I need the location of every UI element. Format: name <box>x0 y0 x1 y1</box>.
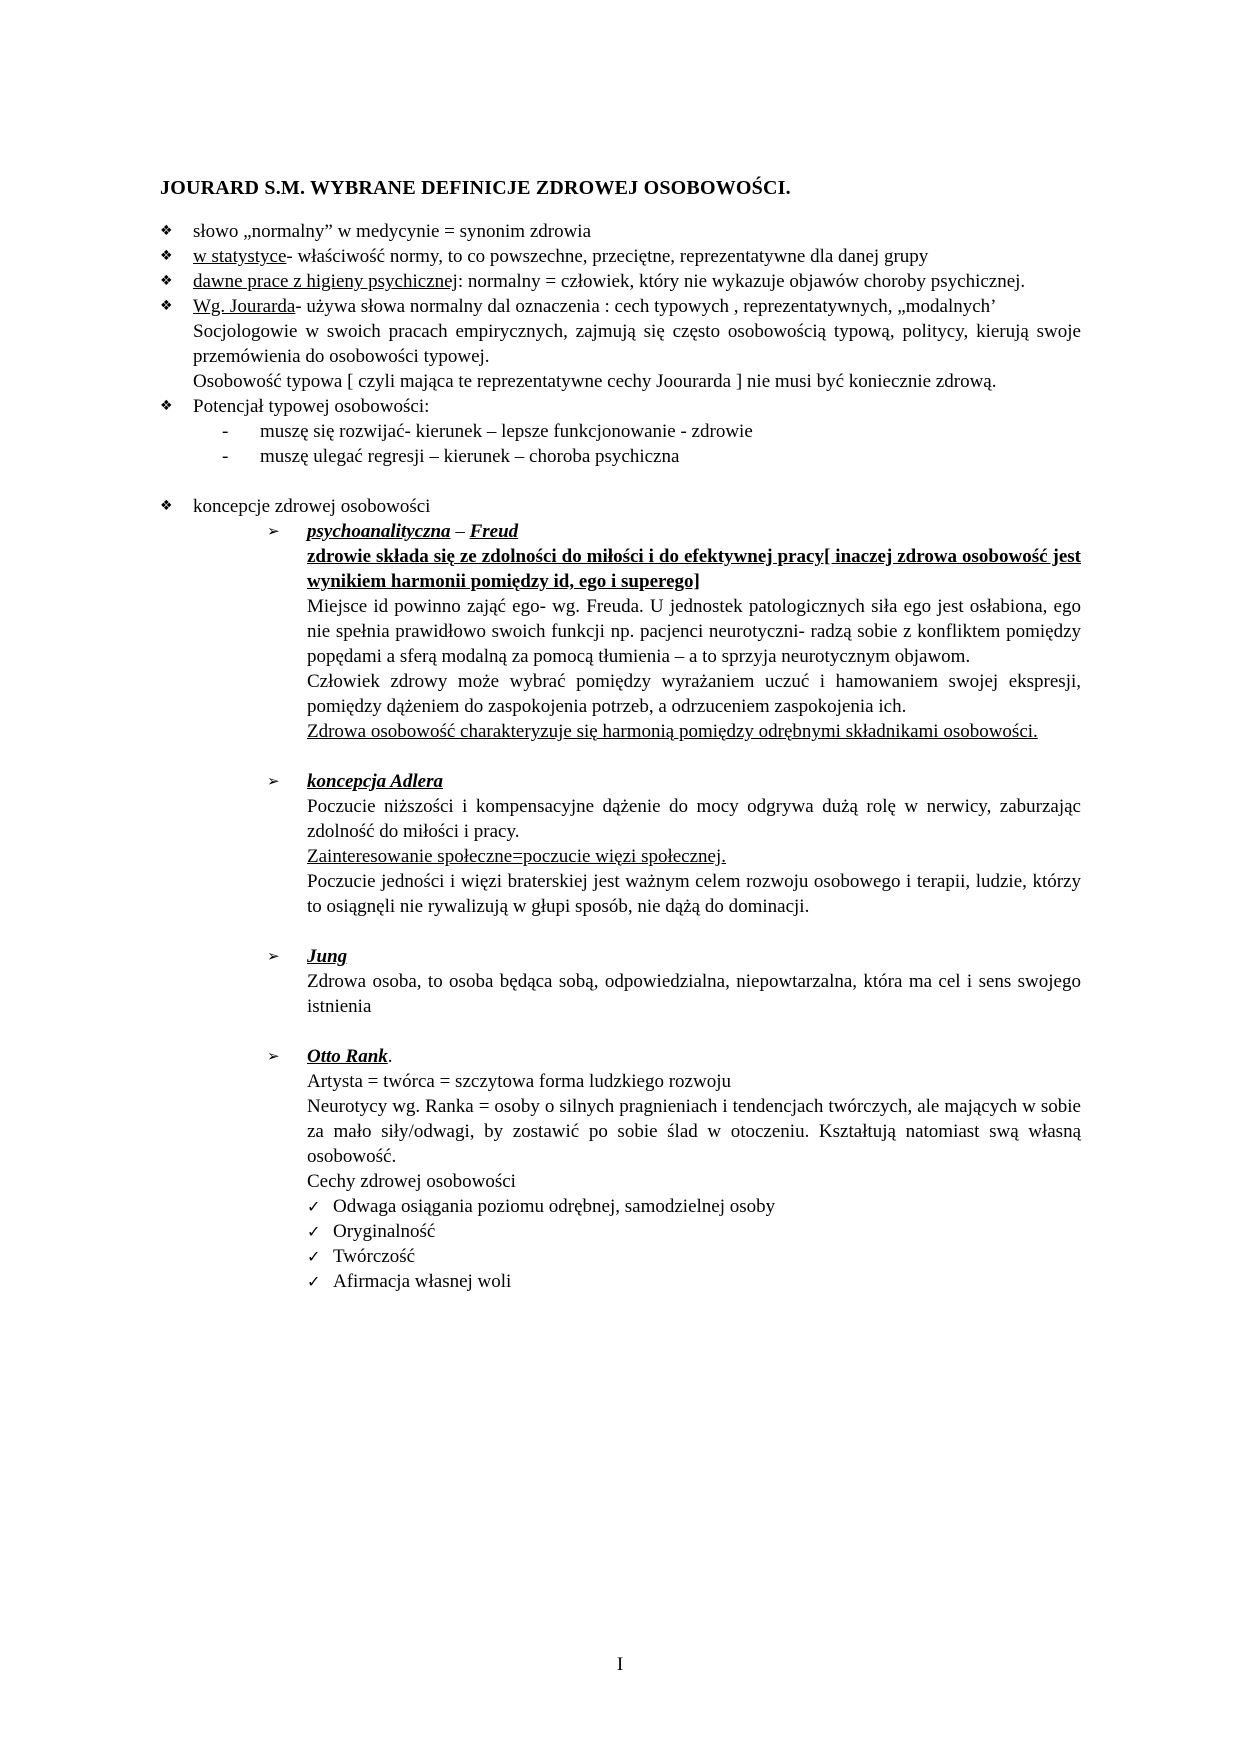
check-text: Afirmacja własnej woli <box>333 1271 512 1292</box>
underlined-term: dawne prace z higieny psychicznej <box>193 271 458 292</box>
section-heading <box>307 944 1081 969</box>
dash-subitem-regresja <box>222 444 1081 469</box>
diamond-bullet-icon: ❖ <box>160 498 173 514</box>
bullet-text-rest: : normalny = człowiek, który nie wykazuje objawów choroby psychicznej. <box>457 271 1026 292</box>
paragraph-osobowosc-typowa: Osobowość typowa [ czyli mająca te reprezentatywne cechy Joourarda ] nie musi być koniecznie zdrową. <box>193 371 997 392</box>
section-jung <box>267 944 1081 1019</box>
bullet-text <box>193 244 1081 269</box>
bullet-item-higiena-psychiczna <box>160 269 1081 294</box>
paragraph-socjologowie: Socjologowie w swoich pracach empirycznych, zajmują się często osobowością typową, politycy, kierują swoje przemówienia do osobowości typowej. <box>193 321 1081 367</box>
bullet-text <box>193 294 1081 319</box>
arrow-bullet-icon: ➢ <box>267 522 280 540</box>
bullet-text: Potencjał typowej osobowości: <box>193 396 430 417</box>
paragraph-zdrowa-osoba: Zdrowa osoba, to osoba będąca sobą, odpowiedzialna, niepowtarzalna, która ma cel i sens swojego istnienia <box>307 971 1081 1017</box>
check-text: Oryginalność <box>333 1221 436 1242</box>
underlined-term: Wg. Jourarda <box>193 296 296 317</box>
heading-period: . <box>387 1046 393 1067</box>
paragraph-miejsce-id: Miejsce id powinno zająć ego- wg. Freuda. U jednostek patologicznych siła ego jest osłabiona, ego nie spełnia prawidłowo swoich funkcji np. pacjenci neurotyczni- radzą sobie z konfliktem pomiędzy popędami a sferą modalną za pomocą tłumienia – a to sprzyja neurotycznym objawom. <box>307 596 1081 667</box>
section-heading <box>307 769 1081 794</box>
heading-adler: koncepcja Adlera <box>307 771 443 792</box>
bullet-text: słowo „normalny” w medycynie = synonim zdrowia <box>193 221 592 242</box>
paragraph-czlowiek-zdrowy: Człowiek zdrowy może wybrać pomiędzy wyrażaniem uczuć i hamowaniem swojej ekspresji, pomiędzy dążeniem do zaspokojenia potrzeb, a odrzuceniem zaspokojenia ich. <box>307 671 1081 717</box>
bullet-text-rest: - używa słowa normalny dal oznaczenia : cech typowych , reprezentatywnych, „modalnych’ <box>295 296 997 317</box>
heading-jung: Jung <box>307 946 348 967</box>
check-item <box>307 1244 1081 1269</box>
paragraph-poczucie-jednosci: Poczucie jedności i więzi braterskiej jest ważnym celem rozwoju osobowego i terapii, ludzie, którzy to osiągnęli nie rywalizują w głupi sposób, nie dążą do dominacji. <box>307 871 1081 917</box>
diamond-bullet-icon: ❖ <box>160 398 173 414</box>
underlined-conclusion: Zdrowa osobowość charakteryzuje się harmonią pomiędzy odrębnymi składnikami osobowości. <box>307 721 1038 742</box>
check-icon: ✓ <box>307 1247 321 1266</box>
heading-psychoanalityczna: psychoanalityczna <box>307 521 451 542</box>
paragraph-artysta: Artysta = twórca = szczytowa forma ludzkiego rozwoju <box>307 1071 731 1092</box>
check-item <box>307 1194 1081 1219</box>
heading-otto-rank: Otto Rank <box>307 1046 388 1067</box>
arrow-bullet-icon: ➢ <box>267 1047 280 1065</box>
diamond-bullet-icon: ❖ <box>160 248 173 264</box>
check-icon: ✓ <box>307 1272 321 1291</box>
dash-subitem-rozwoj <box>222 419 1081 444</box>
bullet-text <box>193 269 1081 294</box>
heading-freud: Freud <box>469 521 519 542</box>
arrow-bullet-icon: ➢ <box>267 772 280 790</box>
section-heading <box>307 1044 1081 1069</box>
bullet-item-koncepcje <box>160 494 1081 519</box>
subitem-text: muszę się rozwijać- kierunek – lepsze funkcjonowanie - zdrowie <box>260 421 753 442</box>
arrow-bullet-icon: ➢ <box>267 947 280 965</box>
bullet-item-normalny-medycyna <box>160 219 1081 244</box>
dash-bullet-icon: - <box>222 421 229 442</box>
check-item <box>307 1219 1081 1244</box>
paragraph-poczucie-nizszosci: Poczucie niższości i kompensacyjne dążenie do mocy odgrywa dużą rolę w nerwicy, zaburzając zdolność do miłości i pracy. <box>307 796 1081 842</box>
bullet-item-potencjal <box>160 394 1081 469</box>
diamond-bullet-icon: ❖ <box>160 223 173 239</box>
underlined-term: w statystyce <box>193 246 287 267</box>
check-item <box>307 1269 1081 1294</box>
paragraph-cechy: Cechy zdrowej osobowości <box>307 1171 516 1192</box>
check-icon: ✓ <box>307 1222 321 1241</box>
bullet-item-statystyka <box>160 244 1081 269</box>
underlined-zainteresowanie: Zainteresowanie społeczne=poczucie więzi społecznej. <box>307 846 727 867</box>
check-icon: ✓ <box>307 1197 321 1216</box>
heading-separator: – <box>450 521 470 542</box>
paragraph-neurotycy: Neurotycy wg. Ranka = osoby o silnych pragnieniach i tendencjach twórczych, ale mających w sobie za mało siły/odwagi, by zostawić po sobie ślad w otoczeniu. Kształtują natomiast swą własną osobowość. <box>307 1096 1081 1167</box>
diamond-bullet-icon: ❖ <box>160 298 173 314</box>
section-heading <box>307 519 1081 544</box>
page-number: I <box>616 1654 624 1675</box>
dash-bullet-icon: - <box>222 446 229 467</box>
check-text: Twórczość <box>333 1246 416 1267</box>
diamond-bullet-icon: ❖ <box>160 273 173 289</box>
underlined-thesis: zdrowie składa się ze zdolności do miłości i do efektywnej pracy[ inaczej zdrowa osobowość jest wynikiem harmonii pomiędzy id, ego i superego] <box>307 546 1081 592</box>
bullet-item-wg-jourarda <box>160 294 1081 394</box>
section-otto-rank <box>267 1044 1081 1294</box>
section-adler <box>267 769 1081 919</box>
bullet-text-rest: - właściwość normy, to co powszechne, przeciętne, reprezentatywne dla danej grupy <box>286 246 929 267</box>
check-text: Odwaga osiągania poziomu odrębnej, samodzielnej osoby <box>333 1196 776 1217</box>
section-freud <box>267 519 1081 744</box>
subitem-text: muszę ulegać regresji – kierunek – choroba psychiczna <box>260 446 680 467</box>
document-title: JOURARD S.M. WYBRANE DEFINICJE ZDROWEJ OSOBOWOŚCI. <box>160 177 791 199</box>
bullet-text: koncepcje zdrowej osobowości <box>193 496 431 517</box>
